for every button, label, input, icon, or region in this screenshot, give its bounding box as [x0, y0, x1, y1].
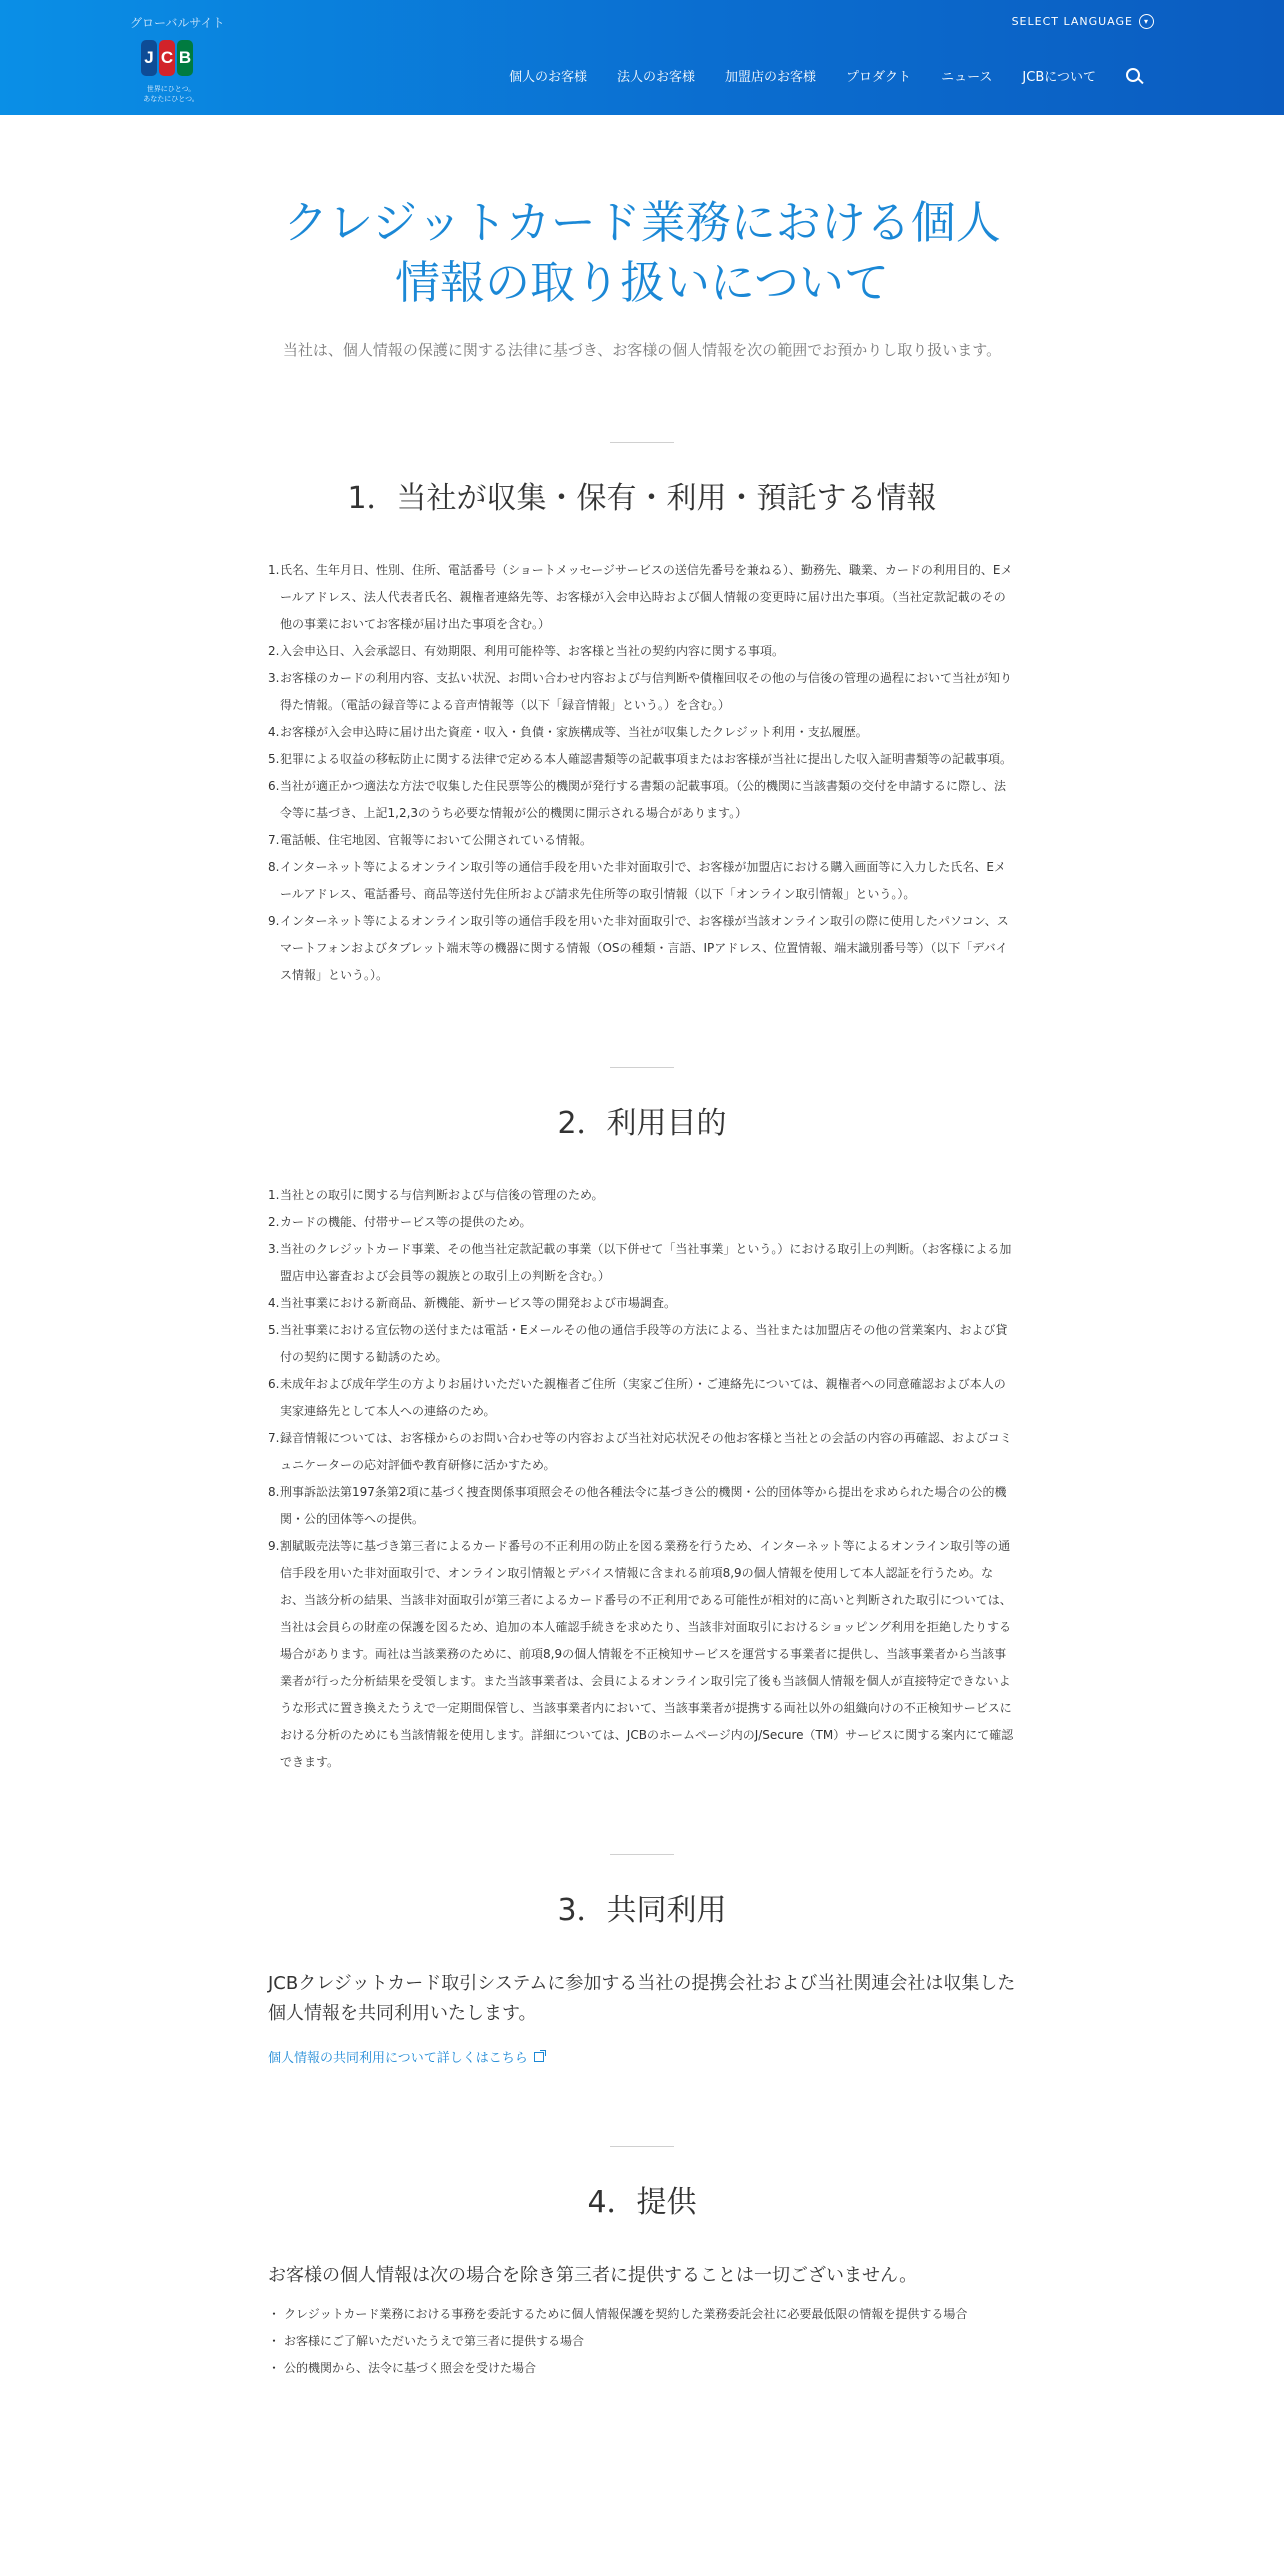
list-item: ・ クレジットカード業務における事務を委託するために個人情報保護を契約した業務委託会社に必要最低限の情報を提供する場合: [268, 2301, 1016, 2328]
main-nav: [509, 66, 1142, 85]
list-item-number: 6.: [268, 1377, 280, 1391]
list-item-number: 1.: [268, 1188, 280, 1202]
list-item: [268, 1317, 1016, 1371]
section-1-list: [268, 557, 1016, 989]
list-item-text: お客様が入会申込時に届け出た資産・収入・負債・家族構成等、当社が収集したクレジット利用・支払履歴。: [280, 725, 868, 739]
list-item-number: 4.: [268, 725, 280, 739]
list-item-text: カードの機能、付帯サービス等の提供のため。: [280, 1215, 532, 1229]
list-item-number: 4.: [268, 1296, 280, 1310]
list-item-text: 未成年および成年学生の方よりお届けいただいた親権者ご住所（実家ご住所）・ご連絡先については、親権者への同意確認および本人の実家連絡先として本人への連絡のため。: [280, 1377, 1006, 1418]
logo-letter-c: C: [159, 40, 175, 76]
joint-use-link[interactable]: [268, 2047, 544, 2066]
list-item-text: 録音情報については、お客様からのお問い合わせ等の内容および当社対応状況その他お客様と当社との会話の内容の再確認、およびコミュニケーターの応対評価や教育研修に活かすため。: [280, 1431, 1012, 1472]
section-2-title: 2．利用目的: [557, 1106, 727, 1141]
external-link-icon: [534, 2052, 544, 2062]
list-item-text: 氏名、生年月日、性別、住所、電話番号（ショートメッセージサービスの送信先番号を兼ねる）、勤務先、職業、カードの利用目的、Eメールアドレス、法人代表者氏名、親権者連絡先等、お客様が入会申込時および個人情報の変更時に届け出た事項。（当社定款記載のその他の事業においてお客様が届け出た事項を含む。）: [280, 563, 1013, 631]
list-item-number: 1.: [268, 563, 280, 577]
divider: [610, 1067, 674, 1068]
section-4: [268, 2146, 1016, 2382]
list-item-number: 7.: [268, 1431, 280, 1445]
list-item-number: 7.: [268, 833, 280, 847]
list-item: [268, 557, 1016, 638]
list-item-number: 2.: [268, 644, 280, 658]
list-item-text: 刑事訴訟法第197条第2項に基づく捜査関係事項照会その他各種法令に基づき公的機関・公的団体等から提出を求められた場合の公的機関・公的団体等への提供。: [280, 1485, 1007, 1526]
page-title-line2: 情報の取り扱いについて: [394, 256, 890, 309]
list-item-text: 当社事業における宣伝物の送付または電話・Eメールその他の通信手段等の方法による、当社または加盟店その他の営業案内、および貸付の契約に関する勧誘のため。: [280, 1323, 1008, 1364]
logo-tagline-2: あなたにひとつ。: [143, 95, 199, 103]
list-item: [268, 854, 1016, 908]
nav-products[interactable]: プロダクト: [846, 70, 912, 85]
select-language[interactable]: [1012, 14, 1154, 29]
logo-tagline: [132, 84, 210, 104]
section-1-title: 1．当社が収集・保有・利用・預託する情報: [347, 481, 937, 516]
list-item-number: 8.: [268, 1485, 280, 1499]
list-item-number: 8.: [268, 860, 280, 874]
section-4-lead: お客様の個人情報は次の場合を除き第三者に提供することは一切ございません。: [268, 2265, 918, 2286]
list-item-number: 3.: [268, 671, 280, 685]
logo-letter-j: J: [141, 40, 157, 76]
global-site-link[interactable]: グローバルサイト: [130, 16, 225, 30]
list-item: [268, 665, 1016, 719]
section-3-lead: JCBクレジットカード取引システムに参加する当社の提携会社および当社関連会社は収集した個人情報を共同利用いたします。: [268, 1973, 1016, 2024]
list-item-text: 割賦販売法等に基づき第三者によるカード番号の不正利用の防止を図る業務を行うため、インターネット等によるオンライン取引等の通信手段を用いた非対面取引で、オンライン取引情報とデバイス情報に含まれる前項8,9の個人情報を使用して本人認証を行うため。なお、当該分析の結果、当該非対面取引が第三者によるカード番号の不正利用である可能性が相対的に高いと判断された取引については、当社は会員らの財産の保護を図るため、追加の本人確認手続きを求めたり、当該非対面取引におけるショッピング利用を拒絶したりする場合があります。両社は当該業務のために、前項8,9の個人情報を不正検知サービスを運営する事業者に提供し、当該事業者から当該事業者が行った分析結果を受領します。また当該事業者は、会員によるオンライン取引完了後も当該個人情報を個人が直接特定できないような形式に置き換えたうえで一定期間保管し、当該事業者内において、当該事業者が提携する両社以外の組織向けの不正検知サービスにおける分析のためにも当該情報を使用します。詳細については、JCBのホームページ内のJ/Secure（TM）サービスに関する案内にて確認できます。: [280, 1539, 1014, 1769]
list-item: [268, 1371, 1016, 1425]
page-title: [268, 193, 1016, 313]
list-item-number: 9.: [268, 1539, 280, 1553]
list-item: [268, 1533, 1016, 1776]
list-item: [268, 746, 1016, 773]
list-item-text: インターネット等によるオンライン取引等の通信手段を用いた非対面取引で、お客様が加盟店における購入画面等に入力した氏名、Eメールアドレス、電話番号、商品等送付先住所および請求先住所等の取引情報（以下「オンライン取引情報」という。）。: [280, 860, 1006, 901]
main-content: [268, 193, 1016, 2382]
list-item: [268, 773, 1016, 827]
section-4-title: 4．提供: [587, 2185, 697, 2220]
list-item-text: 犯罪による収益の移転防止に関する法律で定める本人確認書類等の記載事項またはお客様が当社に提出した収入証明書類等の記載事項。: [280, 752, 1013, 766]
search-icon[interactable]: [1126, 68, 1142, 84]
section-2: [268, 1067, 1016, 1776]
section-2-list: [268, 1182, 1016, 1776]
logo-tagline-1: 世界にひとつ。: [146, 85, 196, 93]
list-item-text: 電話帳、住宅地図、官報等において公開されている情報。: [280, 833, 593, 847]
list-item: [268, 638, 1016, 665]
divider: [610, 1854, 674, 1855]
nav-about[interactable]: JCBについて: [1022, 70, 1096, 85]
list-item-text: 当社との取引に関する与信判断および与信後の管理のため。: [280, 1188, 604, 1202]
section-1: [268, 442, 1016, 989]
list-item-text: 当社事業における新商品、新機能、新サービス等の開発および市場調査。: [280, 1296, 677, 1310]
list-item-text: 入会申込日、入会承認日、有効期限、利用可能枠等、お客様と当社の契約内容に関する事項。: [280, 644, 785, 658]
list-item-text: 当社が適正かつ適法な方法で収集した住民票等公的機関が発行する書類の記載事項。（公的機関に当該書類の交付を申請するに際し、法令等に基づき、上記1,2,3のうち必要な情報が公的機関に開示される場合があります。）: [280, 779, 1007, 820]
list-item: [268, 1479, 1016, 1533]
list-item: [268, 1236, 1016, 1290]
nav-personal[interactable]: 個人のお客様: [509, 70, 588, 85]
list-item: [268, 719, 1016, 746]
list-item-text: インターネット等によるオンライン取引等の通信手段を用いた非対面取引で、お客様が当該オンライン取引の際に使用したパソコン、スマートフォンおよびタブレット端末等の機器に関する情報（OSの種類・言語、IPアドレス、位置情報、端末識別番号等）（以下「デバイス情報」という。）。: [280, 914, 1009, 982]
list-item: [268, 1209, 1016, 1236]
divider: [610, 442, 674, 443]
list-item: [268, 827, 1016, 854]
list-item: [268, 1425, 1016, 1479]
list-item-number: 5.: [268, 1323, 280, 1337]
list-item-number: 5.: [268, 752, 280, 766]
logo-letter-b: B: [177, 40, 193, 76]
list-item: ・ お客様にご了解いただいたうえで第三者に提供する場合: [268, 2328, 1016, 2355]
nav-news[interactable]: ニュース: [941, 70, 993, 85]
jcb-logo-mark: [140, 40, 194, 76]
page-title-line1: クレジットカード業務における個人: [283, 196, 1001, 249]
list-item: [268, 908, 1016, 989]
list-item: [268, 1182, 1016, 1209]
list-item-number: 2.: [268, 1215, 280, 1229]
list-item-number: 6.: [268, 779, 280, 793]
nav-corporate[interactable]: 法人のお客様: [617, 70, 696, 85]
section-3: [268, 1854, 1016, 2066]
joint-use-link-label: 個人情報の共同利用について詳しくはこちら: [268, 2051, 528, 2066]
list-item-number: 3.: [268, 1242, 280, 1256]
intro-text: 当社は、個人情報の保護に関する法律に基づき、お客様の個人情報を次の範囲でお預かりし取り扱います。: [282, 341, 1002, 359]
list-item: [268, 1290, 1016, 1317]
divider: [610, 2146, 674, 2147]
section-4-list: [268, 2301, 1016, 2382]
nav-merchant[interactable]: 加盟店のお客様: [725, 70, 817, 85]
list-item: ・ 公的機関から、法令に基づく照会を受けた場合: [268, 2355, 1016, 2382]
select-language-label: SELECT LANGUAGE: [1011, 15, 1133, 28]
list-item-text: お客様のカードの利用内容、支払い状況、お問い合わせ内容および与信判断や債権回収その他の与信後の管理の過程において当社が知り得た情報。（電話の録音等による音声情報等（以下「録音情報」という。）を含む。）: [280, 671, 1013, 712]
site-header: [0, 0, 1284, 115]
chevron-down-icon: ▾: [1139, 14, 1154, 29]
section-3-title: 3．共同利用: [557, 1893, 727, 1928]
list-item-text: 当社のクレジットカード事業、その他当社定款記載の事業（以下併せて「当社事業」という。）における取引上の判断。（お客様による加盟店申込審査および会員等の親族との取引上の判断を含む。）: [280, 1242, 1012, 1283]
jcb-logo[interactable]: [136, 36, 208, 108]
list-item-number: 9.: [268, 914, 280, 928]
